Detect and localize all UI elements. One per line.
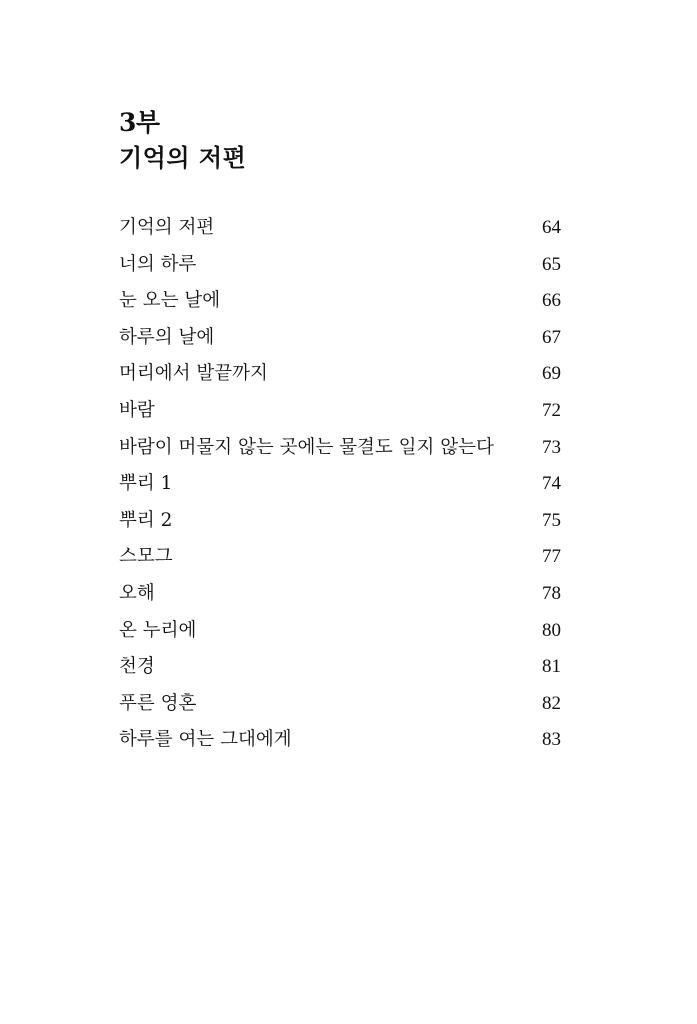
toc-entry bbox=[119, 649, 561, 686]
toc-entry-title: 스모그 bbox=[119, 546, 173, 568]
toc-entry bbox=[119, 686, 561, 723]
toc-entry-title: 하루를 여는 그대에게 bbox=[119, 729, 292, 751]
toc-entry-page: 64 bbox=[542, 217, 561, 238]
toc-entry-title: 푸른 영혼 bbox=[119, 692, 197, 714]
toc-entry bbox=[119, 320, 561, 357]
toc-entry-page: 67 bbox=[542, 326, 561, 348]
toc-entry-page: 83 bbox=[542, 729, 561, 751]
toc-entry-page: 75 bbox=[542, 509, 561, 531]
table-of-contents bbox=[119, 210, 561, 759]
toc-entry-page: 69 bbox=[542, 363, 561, 385]
toc-entry bbox=[119, 283, 561, 320]
toc-entry-title: 바람이 머물지 않는 곳에는 물결도 일지 않는다 bbox=[119, 436, 494, 458]
toc-entry bbox=[119, 539, 561, 576]
toc-entry-title: 오해 bbox=[119, 582, 155, 604]
toc-entry-title: 뿌리 1 bbox=[119, 473, 173, 495]
toc-entry-page: 72 bbox=[542, 399, 561, 421]
toc-entry-title: 하루의 날에 bbox=[119, 326, 215, 348]
toc-entry-title: 뿌리 2 bbox=[119, 509, 173, 531]
toc-entry bbox=[119, 210, 561, 247]
toc-entry bbox=[119, 466, 561, 503]
toc-entry-page: 74 bbox=[542, 473, 561, 495]
toc-entry bbox=[119, 503, 561, 540]
toc-entry-title: 온 누리에 bbox=[119, 619, 197, 641]
toc-entry-page: 73 bbox=[542, 436, 561, 458]
toc-entry-page: 80 bbox=[542, 619, 561, 641]
toc-entry-page: 77 bbox=[542, 546, 561, 568]
toc-entry-title: 바람 bbox=[119, 399, 155, 421]
toc-entry bbox=[119, 393, 561, 430]
toc-entry-title: 머리에서 발끝까지 bbox=[119, 363, 268, 385]
toc-entry-page: 81 bbox=[542, 656, 561, 678]
section-title: 기억의 저편 bbox=[119, 143, 247, 172]
toc-entry-page: 65 bbox=[542, 253, 561, 275]
toc-entry bbox=[119, 576, 561, 613]
toc-entry bbox=[119, 722, 561, 759]
toc-entry-page: 66 bbox=[542, 290, 561, 312]
part-number: 3부 bbox=[119, 108, 160, 137]
toc-entry-title: 기억의 저편 bbox=[119, 217, 215, 238]
toc-entry bbox=[119, 430, 561, 467]
toc-entry bbox=[119, 613, 561, 650]
toc-entry-title: 너의 하루 bbox=[119, 253, 197, 275]
toc-entry-page: 82 bbox=[542, 692, 561, 714]
toc-entry bbox=[119, 247, 561, 284]
toc-entry bbox=[119, 356, 561, 393]
toc-entry-page: 78 bbox=[542, 582, 561, 604]
toc-entry-title: 눈 오는 날에 bbox=[119, 290, 221, 312]
toc-entry-title: 천경 bbox=[119, 656, 155, 678]
